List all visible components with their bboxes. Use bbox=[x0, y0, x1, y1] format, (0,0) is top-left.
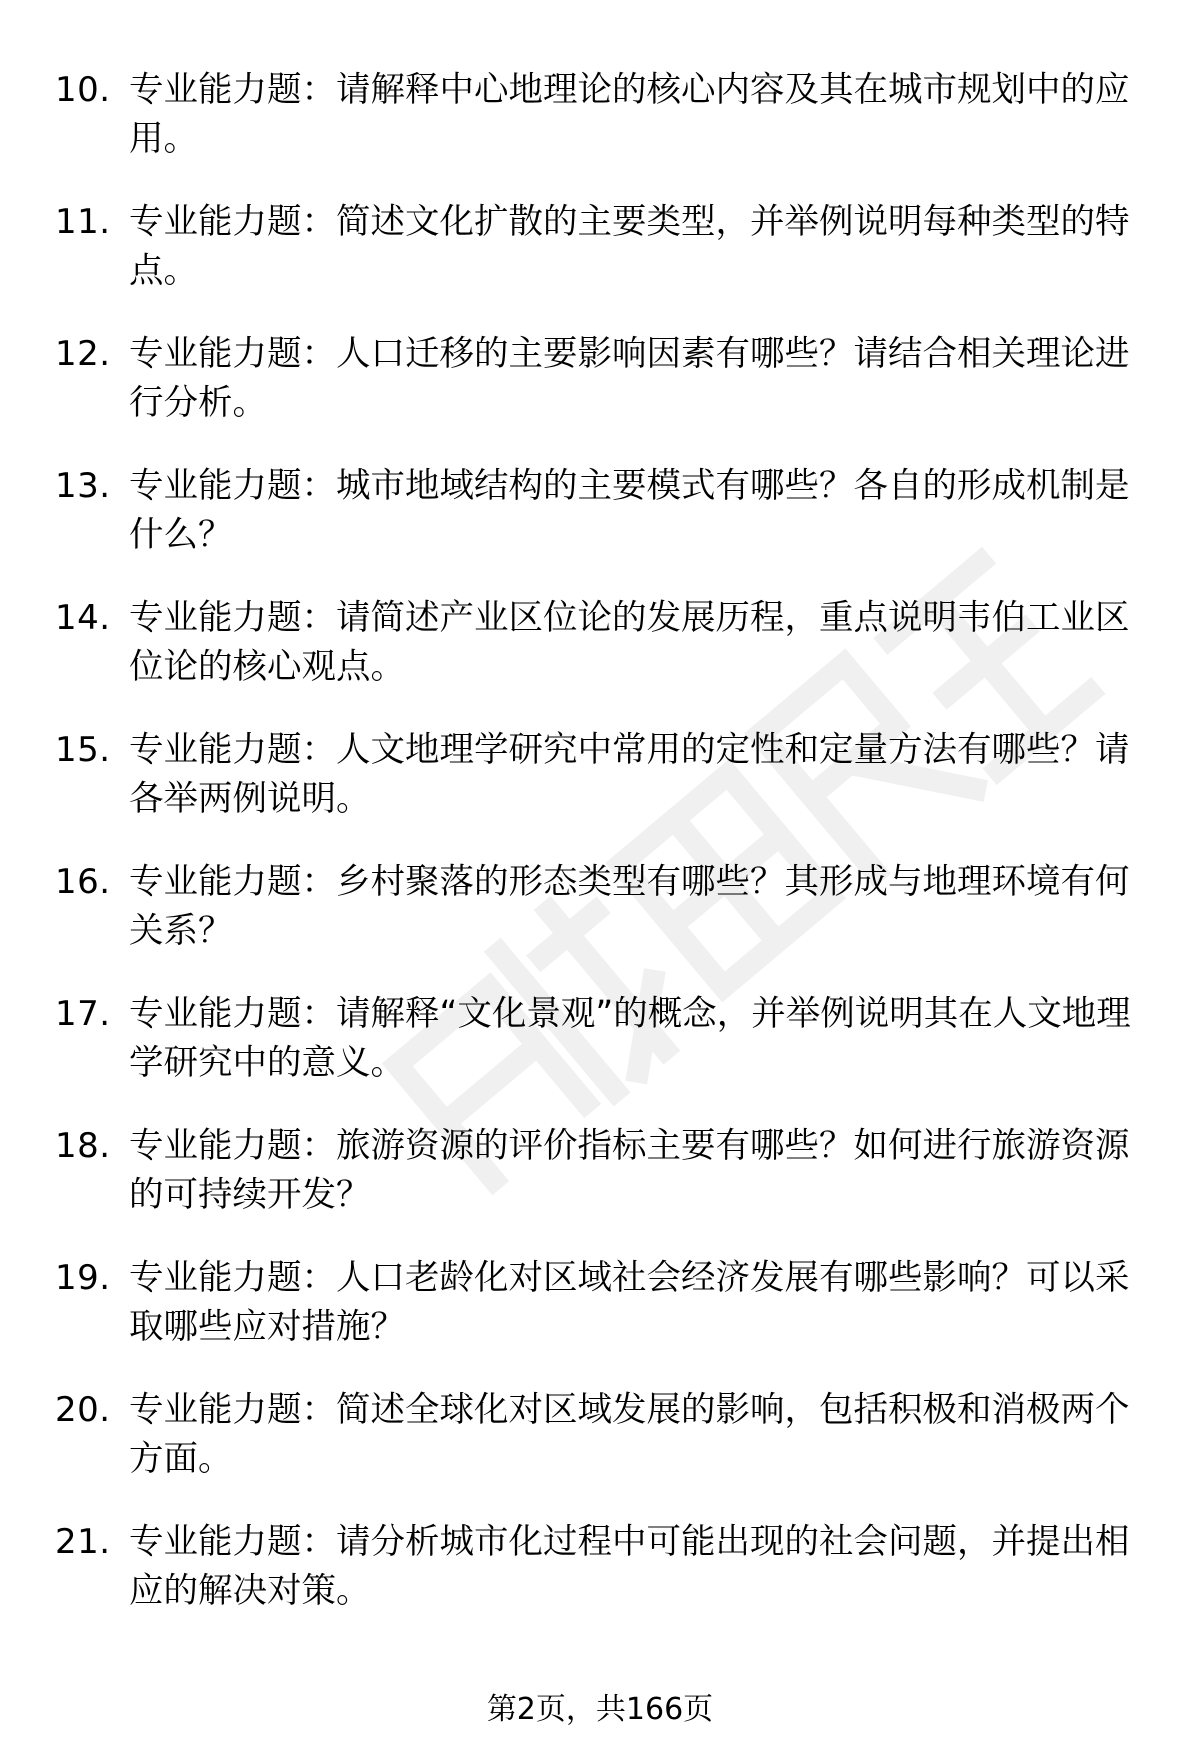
question-body: 人口迁移的主要影响因素有哪些？请结合相关理论进行分析。 bbox=[129, 334, 1130, 423]
question-number: 16. bbox=[55, 862, 111, 902]
question-label: 专业能力题： bbox=[129, 1126, 336, 1166]
question-number: 13. bbox=[55, 466, 111, 506]
question-label: 专业能力题： bbox=[129, 1522, 336, 1562]
question-label: 专业能力题： bbox=[129, 70, 336, 110]
question-item bbox=[0, 990, 1200, 1122]
question-number: 17. bbox=[55, 994, 111, 1034]
question-body: 人口老龄化对区域社会经济发展有哪些影响？可以采取哪些应对措施？ bbox=[129, 1258, 1130, 1347]
question-label: 专业能力题： bbox=[129, 466, 336, 506]
question-number: 21. bbox=[55, 1522, 111, 1562]
question-body: 城市地域结构的主要模式有哪些？各自的形成机制是什么？ bbox=[129, 466, 1130, 555]
question-label: 专业能力题： bbox=[129, 334, 336, 374]
question-item bbox=[0, 858, 1200, 990]
question-text bbox=[129, 1386, 1141, 1484]
question-label: 专业能力题： bbox=[129, 1390, 336, 1430]
question-text bbox=[129, 726, 1141, 824]
question-body: 简述全球化对区域发展的影响，包括积极和消极两个方面。 bbox=[129, 1390, 1130, 1479]
question-number: 15. bbox=[55, 730, 111, 770]
question-label: 专业能力题： bbox=[129, 994, 336, 1034]
question-body: 简述文化扩散的主要类型，并举例说明每种类型的特点。 bbox=[129, 202, 1130, 291]
question-item bbox=[0, 330, 1200, 462]
question-body: 请简述产业区位论的发展历程，重点说明韦伯工业区位论的核心观点。 bbox=[129, 598, 1130, 687]
question-item bbox=[0, 1122, 1200, 1254]
question-label: 专业能力题： bbox=[129, 1258, 336, 1298]
question-text bbox=[129, 990, 1141, 1088]
question-text bbox=[129, 66, 1141, 164]
question-text bbox=[129, 330, 1141, 428]
question-text bbox=[129, 1518, 1141, 1616]
question-text bbox=[129, 1254, 1141, 1352]
question-item bbox=[0, 1518, 1200, 1650]
question-text bbox=[129, 462, 1141, 560]
question-body: 旅游资源的评价指标主要有哪些？如何进行旅游资源的可持续开发？ bbox=[129, 1126, 1130, 1215]
question-item bbox=[0, 1254, 1200, 1386]
question-number: 12. bbox=[55, 334, 111, 374]
question-item bbox=[0, 66, 1200, 198]
question-text bbox=[129, 198, 1141, 296]
question-body: 请分析城市化过程中可能出现的社会问题，并提出相应的解决对策。 bbox=[129, 1522, 1130, 1611]
question-label: 专业能力题： bbox=[129, 202, 336, 242]
question-body: 乡村聚落的形态类型有哪些？其形成与地理环境有何关系？ bbox=[129, 862, 1130, 951]
question-number: 20. bbox=[55, 1390, 111, 1430]
question-list bbox=[0, 66, 1200, 1650]
question-item bbox=[0, 726, 1200, 858]
question-number: 10. bbox=[55, 70, 111, 110]
question-label: 专业能力题： bbox=[129, 862, 336, 902]
question-text bbox=[129, 858, 1141, 956]
question-item bbox=[0, 1386, 1200, 1518]
question-body: 人文地理学研究中常用的定性和定量方法有哪些？请各举两例说明。 bbox=[129, 730, 1130, 819]
question-number: 18. bbox=[55, 1126, 111, 1166]
question-item bbox=[0, 462, 1200, 594]
question-number: 19. bbox=[55, 1258, 111, 1298]
question-text bbox=[129, 594, 1141, 692]
question-item bbox=[0, 594, 1200, 726]
question-item bbox=[0, 198, 1200, 330]
page-footer: 第2页，共166页 bbox=[486, 1692, 714, 1727]
question-label: 专业能力题： bbox=[129, 598, 336, 638]
question-body: 请解释中心地理论的核心内容及其在城市规划中的应用。 bbox=[129, 70, 1130, 159]
question-text bbox=[129, 1122, 1141, 1220]
question-number: 11. bbox=[55, 202, 111, 242]
question-body: 请解释“文化景观”的概念，并举例说明其在人文地理学研究中的意义。 bbox=[129, 994, 1131, 1083]
question-number: 14. bbox=[55, 598, 111, 638]
question-label: 专业能力题： bbox=[129, 730, 336, 770]
